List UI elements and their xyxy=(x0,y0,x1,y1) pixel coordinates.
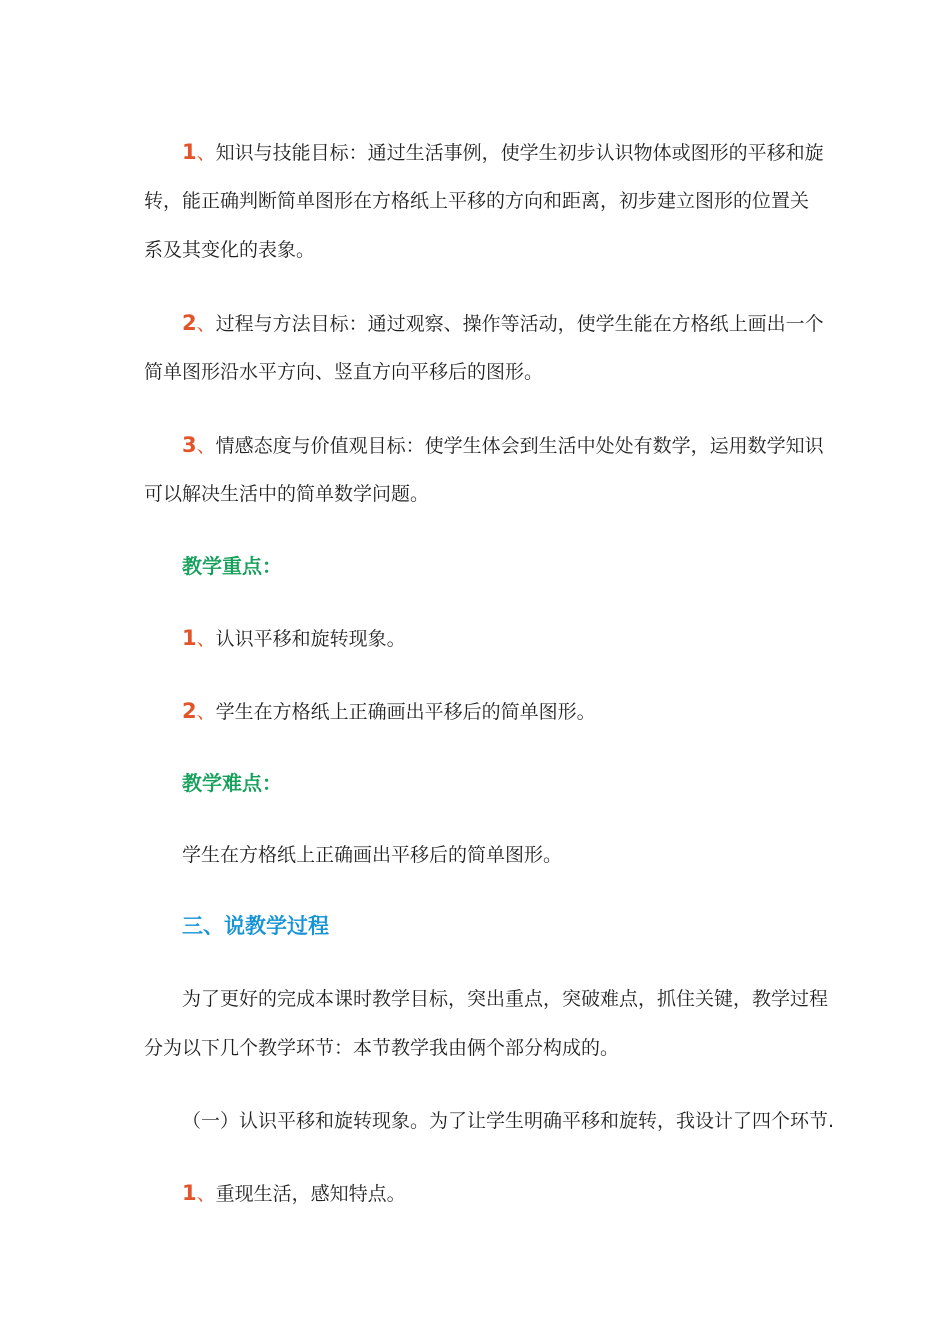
objective-1-text-1: 知识与技能目标：通过生活事例，使学生初步认识物体或图形的平移和旋 xyxy=(215,142,824,164)
difficult-points-heading: 教学难点： xyxy=(182,771,282,795)
objective-3-number: 3 xyxy=(182,433,197,457)
key-point-1-separator: 、 xyxy=(196,628,216,650)
objective-1-line-3: 系及其变化的表象。 xyxy=(144,239,316,261)
section-3-step-1 xyxy=(182,1180,406,1207)
objective-2-separator: 、 xyxy=(196,313,216,335)
difficult-points-text: 学生在方格纸上正确画出平移后的简单图形。 xyxy=(182,844,563,866)
objective-3-line-2: 可以解决生活中的简单数学问题。 xyxy=(144,483,430,505)
objective-1-line-2: 转，能正确判断简单图形在方格纸上平移的方向和距离，初步建立图形的位置关 xyxy=(144,190,810,212)
objective-1-line-1 xyxy=(182,139,824,166)
key-point-1-text: 认识平移和旋转现象。 xyxy=(215,628,406,650)
key-point-2 xyxy=(182,698,596,725)
step-1-text: 重现生活，感知特点。 xyxy=(215,1183,406,1205)
key-point-1 xyxy=(182,625,406,652)
objective-2-line-2: 简单图形沿水平方向、竖直方向平移后的图形。 xyxy=(144,361,544,383)
step-1-separator: 、 xyxy=(196,1183,216,1205)
section-3-heading: 三、说教学过程 xyxy=(182,914,329,938)
objective-3-text-1: 情感态度与价值观目标：使学生体会到生活中处处有数学，运用数学知识 xyxy=(215,435,824,457)
section-3-intro-line-1: 为了更好的完成本课时教学目标，突出重点，突破难点，抓住关键，教学过程 xyxy=(182,988,829,1010)
objective-3-line-1 xyxy=(182,432,824,459)
key-point-2-number: 2 xyxy=(182,699,197,723)
objective-1-separator: 、 xyxy=(196,142,216,164)
section-3-intro-line-2: 分为以下几个教学环节：本节教学我由俩个部分构成的。 xyxy=(144,1037,620,1059)
objective-3-separator: 、 xyxy=(196,435,216,457)
objective-1-number: 1 xyxy=(182,140,197,164)
key-point-2-separator: 、 xyxy=(196,701,216,723)
objective-2-number: 2 xyxy=(182,311,197,335)
key-points-heading: 教学重点： xyxy=(182,554,282,578)
key-point-1-number: 1 xyxy=(182,626,197,650)
objective-2-line-1 xyxy=(182,310,824,337)
section-3-part-1: （一）认识平移和旋转现象。为了让学生明确平移和旋转，我设计了四个环节. xyxy=(182,1110,835,1132)
step-1-number: 1 xyxy=(182,1181,197,1205)
objective-2-text-1: 过程与方法目标：通过观察、操作等活动，使学生能在方格纸上画出一个 xyxy=(215,313,824,335)
key-point-2-text: 学生在方格纸上正确画出平移后的简单图形。 xyxy=(215,701,596,723)
